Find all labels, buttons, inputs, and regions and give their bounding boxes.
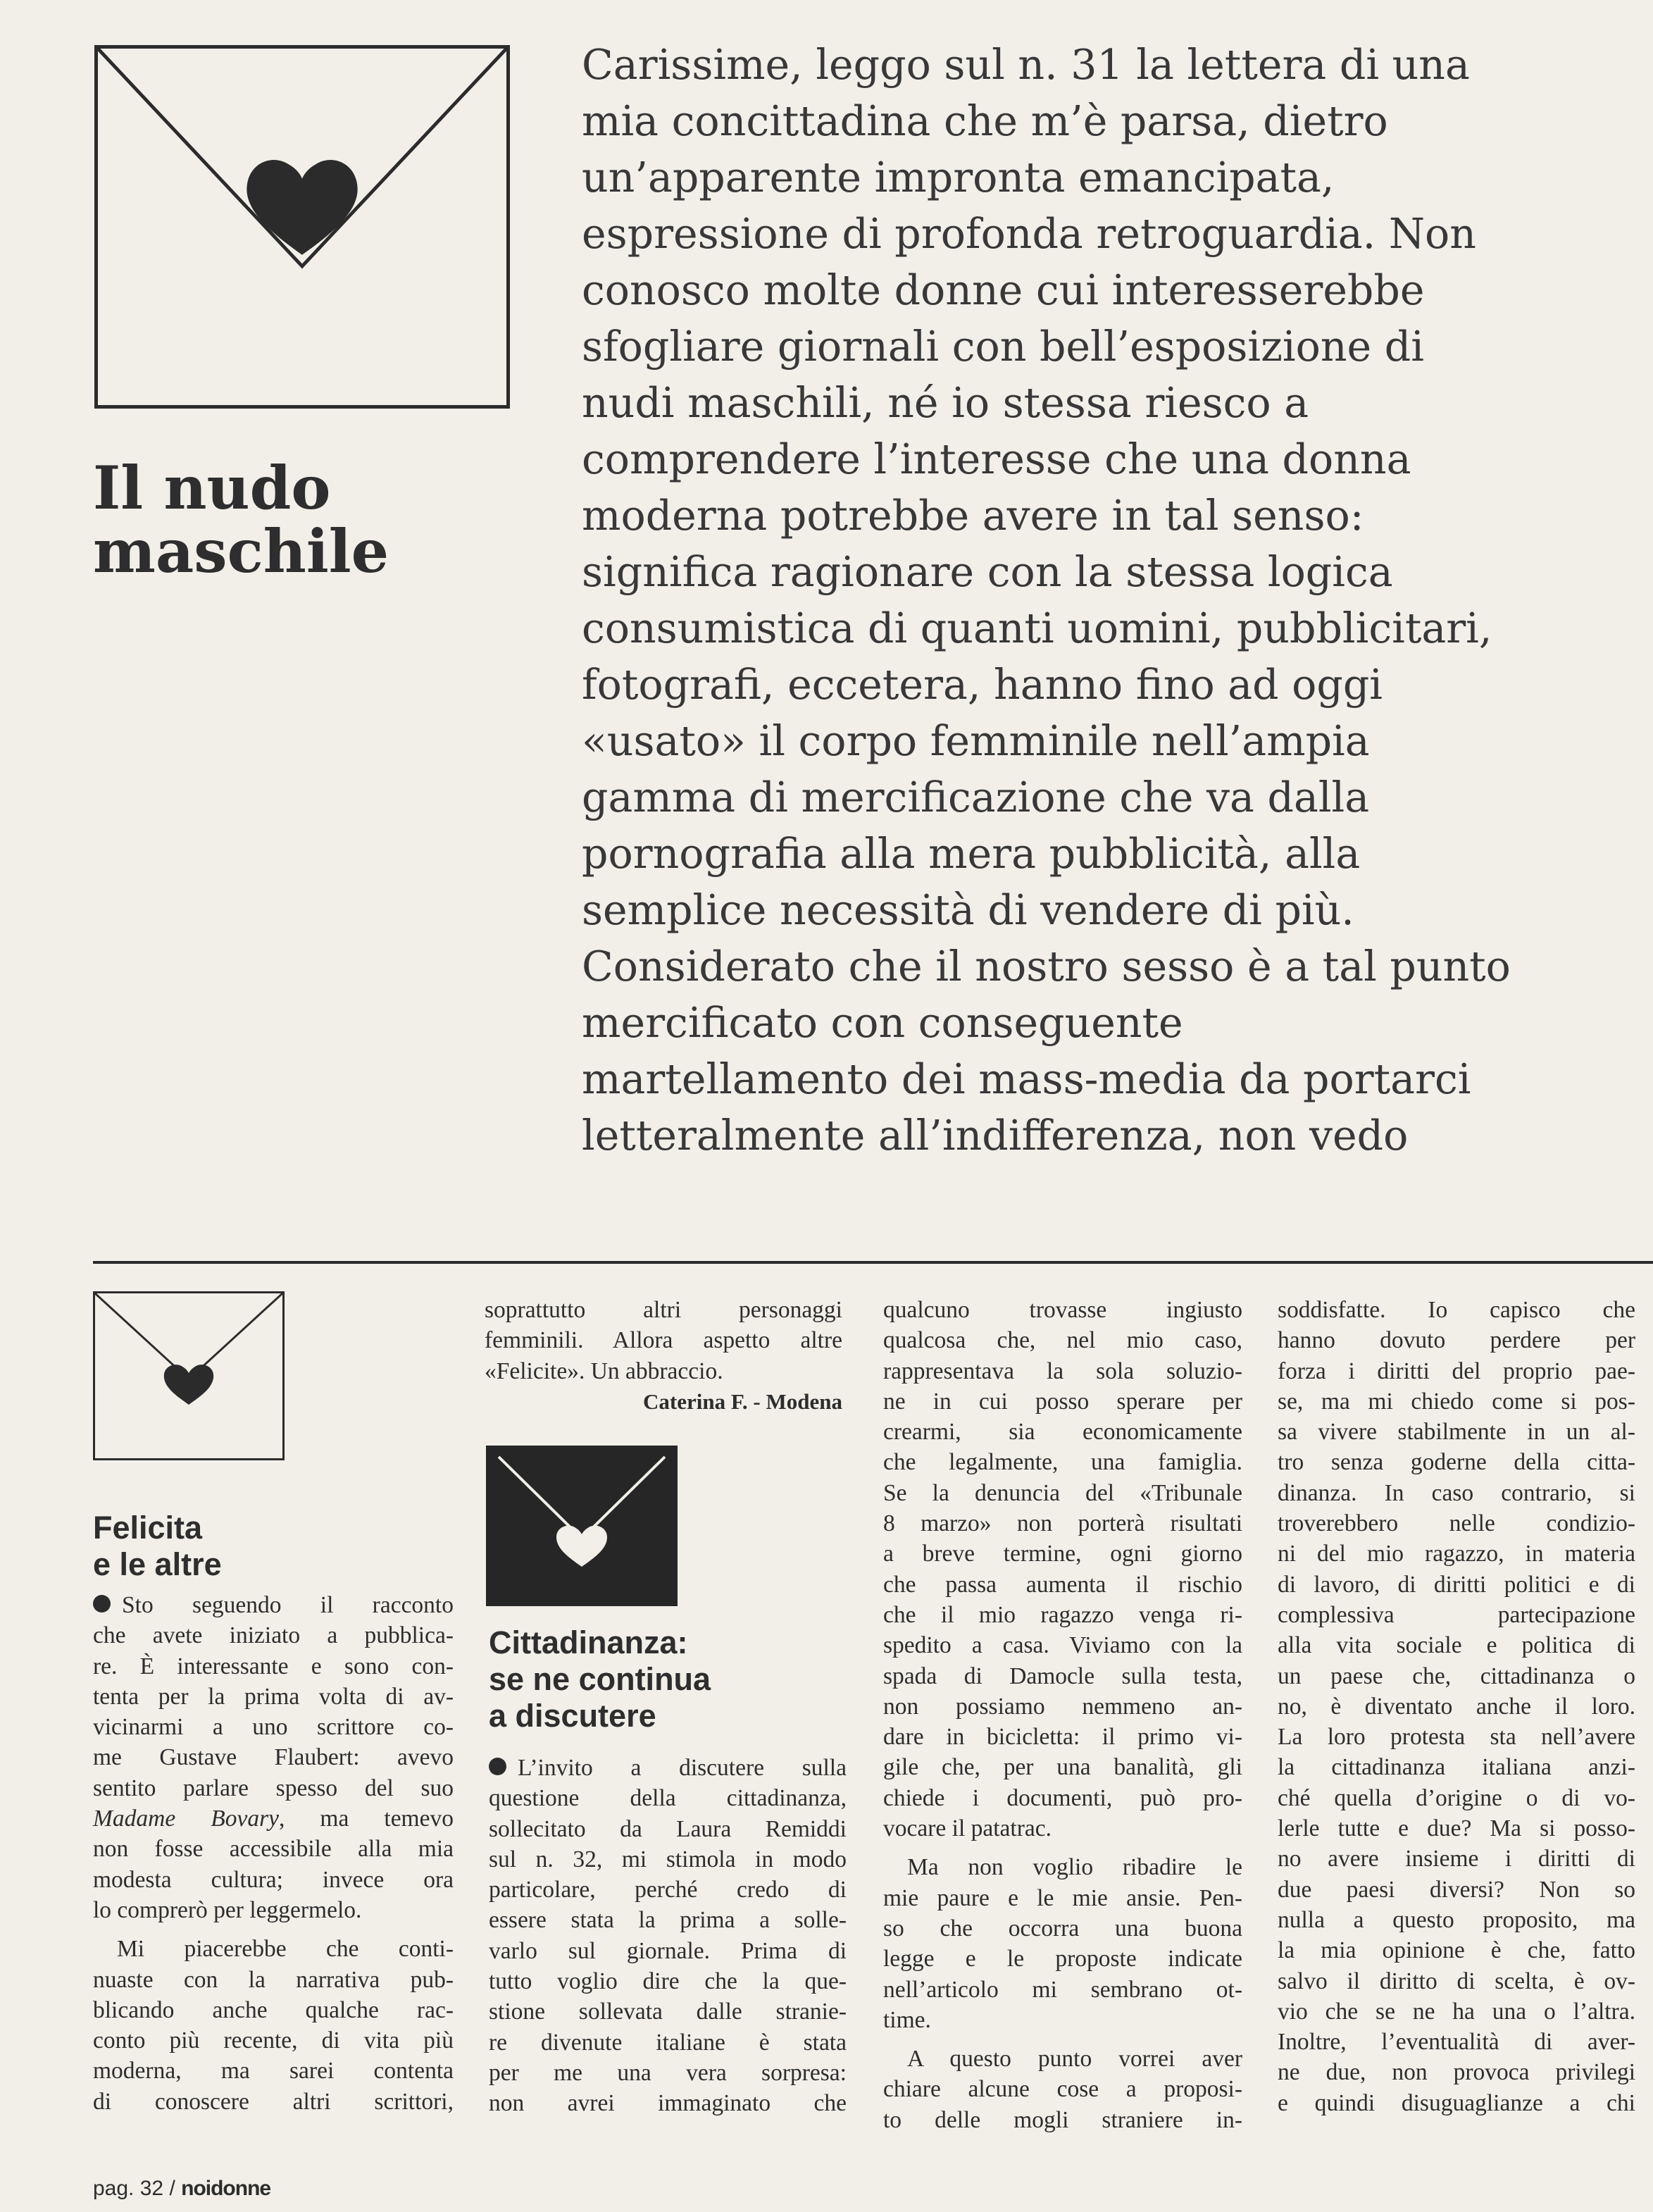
text-line: conosco molte donne cui interesserebbe [582, 266, 1425, 314]
envelope-heart-icon [93, 1291, 285, 1460]
text-line: chiare alcune cose a proposi- [883, 2076, 1242, 2103]
text-line: Sto seguendo il racconto [122, 1592, 454, 1618]
letter-signature: Caterina F. - Modena [643, 1388, 842, 1414]
text-line: time. [883, 2006, 931, 2033]
text-line: forza i diritti del proprio pae- [1278, 1357, 1635, 1384]
page-number: pag. 32 [93, 2177, 164, 2200]
text-line: e quindi disuguaglianze a chi [1278, 2089, 1635, 2116]
title-line: Cittadinanza: [489, 1624, 688, 1660]
text-line: no avere insieme i diritti di [1278, 1846, 1635, 1872]
text-line: sfogliare giornali con bell’esposizione di [582, 323, 1424, 371]
text-line: «Felicite». Un abbraccio. [485, 1357, 723, 1384]
text-line: un paese che, cittadinanza o [1278, 1663, 1635, 1689]
text-line: mercificato con conseguente [582, 999, 1183, 1047]
title-line: a discutere [489, 1698, 656, 1734]
text-line: alla vita sociale e politica di [1278, 1632, 1635, 1659]
text-line: significa ragionare con la stessa logica [582, 548, 1393, 596]
text-line: fotografi, eccetera, hanno fino ad oggi [582, 661, 1383, 709]
text-line: moderna potrebbe avere in tal senso: [582, 492, 1364, 540]
text-line: che il mio ragazzo venga ri- [883, 1601, 1242, 1628]
text-line: femminili. Allora aspetto altre [485, 1327, 842, 1354]
text-line: A questo punto vorrei aver [907, 2046, 1242, 2073]
text-line: chiede i documenti, può pro- [883, 1784, 1242, 1811]
felicita-continuation [485, 1295, 842, 1417]
text-line: gile che, per una banalità, gli [883, 1754, 1242, 1781]
text-line: ché quella d’origine o di vo- [1278, 1784, 1635, 1811]
text-line: to delle mogli straniere in- [883, 2106, 1242, 2133]
text-line: L’invito a discutere sulla [518, 1755, 847, 1781]
text-line: Inoltre, l’eventualità di aver- [1278, 2029, 1635, 2056]
text-line: per me una vera sorpresa: [489, 2059, 847, 2086]
envelope-heart-icon [94, 45, 510, 409]
title-line: Felicita [93, 1510, 203, 1546]
text-line: la mia opinione è che, fatto [1278, 1937, 1635, 1964]
text-line: legge e le proposte indicate [883, 1946, 1242, 1972]
text-line: rappresentava la sola soluzio- [883, 1357, 1242, 1384]
text-line: ni del mio ragazzo, in materia [1278, 1541, 1635, 1567]
text-line: Considerato che il nostro sesso è a tal punto [582, 943, 1511, 990]
text-line: no, è diventato anche il loro. [1278, 1693, 1635, 1720]
text-line: non possiamo nemmeno an- [883, 1693, 1242, 1720]
text-line: dare in bicicletta: il primo vi- [883, 1724, 1242, 1751]
text-line: nudi maschili, né io stessa riesco a [582, 379, 1309, 427]
envelope-heart-icon [486, 1446, 678, 1606]
text-line: troverebbero nelle condizio- [1278, 1510, 1635, 1537]
text-line: soprattutto altri personaggi [485, 1297, 842, 1323]
text-line: che passa aumenta il rischio [883, 1571, 1242, 1598]
text-line: non avrei immaginato che [489, 2090, 847, 2117]
text-line: vicinarmi a uno scrittore co- [93, 1714, 454, 1741]
text-line: Ma non voglio ribadire le [907, 1854, 1242, 1881]
bullet-icon [489, 1758, 506, 1775]
text-line: sollecitato da Laura Remiddi [489, 1815, 847, 1842]
text-line: non fosse accessibile alla mia [93, 1836, 454, 1863]
text-line: ne in cui posso sperare per [883, 1388, 1242, 1415]
footer-separator: / [169, 2177, 175, 2200]
text-line: complessiva partecipazione [1278, 1601, 1635, 1628]
text-line: conto più recente, di vita più [93, 2027, 454, 2054]
text-line: qualcuno trovasse ingiusto [883, 1297, 1242, 1323]
text-line [93, 1803, 454, 1834]
bullet-icon [93, 1595, 111, 1613]
text-line: spada di Damocle sulla testa, [883, 1663, 1242, 1689]
cittadinanza-column-4 [1278, 1295, 1635, 2118]
title-line: maschile [93, 516, 389, 586]
text-line: mie paure e le mie ansie. Pen- [883, 1884, 1242, 1911]
text-line: Se la denuncia del «Tribunale [883, 1479, 1242, 1506]
text-line: lerle tutte e due? Ma si posso- [1278, 1815, 1635, 1842]
text-line: sentito parlare spesso del suo [93, 1775, 454, 1801]
text-line: essere stata la prima a solle- [489, 1907, 847, 1934]
text-line: a breve termine, ogni giorno [883, 1541, 1242, 1567]
text-line: martellamento dei mass-media da portarci [582, 1055, 1471, 1103]
text-line: «usato» il corpo femminile nell’ampia [582, 717, 1370, 765]
main-letter-text [582, 37, 1638, 1164]
text-line: gamma di mercificazione che va dalla [582, 773, 1370, 821]
text-line: espressione di profonda retroguardia. Non [582, 210, 1476, 258]
text-line: questione della cittadinanza, [489, 1785, 847, 1812]
text-line: salvo il diritto di scelta, è ov- [1278, 1968, 1635, 1994]
text-line: soddisfatte. Io capisco che [1278, 1297, 1635, 1323]
text-line: sul n. 32, mi stimola in modo [489, 1846, 847, 1872]
text-line: hanno dovuto perdere per [1278, 1327, 1635, 1354]
text-line: letteralmente all’indifferenza, non vedo [582, 1112, 1409, 1160]
text-line: mia concittadina che m’è parsa, dietro [582, 97, 1388, 145]
section-title [93, 1510, 454, 1583]
text-line: Carissime, leggo sul n. 31 la lettera di una [582, 41, 1470, 89]
text-line: tenta per la prima volta di av- [93, 1683, 454, 1710]
text-line: la cittadinanza italiana anzi- [1278, 1754, 1635, 1781]
text-line: consumistica di quanti uomini, pubblicitari, [582, 604, 1492, 652]
text-line: vio che se ne ha una o l’altra. [1278, 1998, 1635, 2025]
text-line: 8 marzo» non porterà risultati [883, 1510, 1242, 1537]
text-line: nulla a questo proposito, ma [1278, 1906, 1635, 1933]
cittadinanza-body [489, 1753, 847, 2119]
text-line: lo comprerò per leggermelo. [93, 1896, 362, 1923]
text-line: di lavoro, di diritti politici e di [1278, 1571, 1635, 1598]
text-line: tro senza goderne della citta- [1278, 1449, 1635, 1476]
section-divider [93, 1261, 1653, 1264]
text-line: se, ma mi chiedo come si pos- [1278, 1388, 1635, 1415]
title-line: e le altre [93, 1546, 222, 1582]
section-title [489, 1624, 847, 1734]
felicita-body [93, 1590, 454, 2117]
felicita-section [93, 1510, 454, 2117]
text-line: me Gustave Flaubert: avevo [93, 1744, 454, 1771]
text-fragment: , ma temevo [279, 1806, 454, 1832]
text-line: crearmi, sia economicamente [883, 1419, 1242, 1446]
page-footer [93, 2177, 270, 2201]
text-line: moderna, ma sarei contenta [93, 2058, 454, 2084]
text-line: particolare, perché credo di [489, 1877, 847, 1903]
text-line: due paesi diversi? Non so [1278, 1876, 1635, 1903]
title-line: se ne continua [489, 1661, 711, 1697]
cittadinanza-section [489, 1624, 847, 2119]
text-line: che legalmente, una famiglia. [883, 1449, 1242, 1476]
text-line: varlo sul giornale. Prima di [489, 1937, 847, 1964]
text-line: tutto voglio dire che la que- [489, 1968, 847, 1995]
text-line: so che occorra una buona [883, 1915, 1242, 1941]
text-line: un’apparente impronta emancipata, [582, 154, 1335, 201]
text-line: di conoscere altri scrittori, [93, 2088, 454, 2115]
text-line: che avete iniziato a pubblica- [93, 1622, 454, 1649]
magazine-name: noidonne [181, 2177, 271, 2200]
text-line: nell’articolo mi sembrano ot- [883, 1976, 1242, 2003]
text-line: pornografia alla mera pubblicità, alla [582, 830, 1361, 878]
text-line: dinanza. In caso contrario, si [1278, 1479, 1635, 1506]
text-line: comprendere l’interesse che una donna [582, 435, 1411, 483]
title-line: Il nudo [93, 453, 331, 523]
text-line: Mi piacerebbe che conti- [117, 1936, 454, 1963]
text-line: La loro protesta sta nell’avere [1278, 1724, 1635, 1751]
text-line: re divenute italiane è stata [489, 2029, 847, 2056]
text-line: nuaste con la narrativa pub- [93, 1966, 454, 1993]
text-line: re. È interessante e sono con- [93, 1653, 454, 1679]
page-title [93, 453, 389, 586]
text-line: sa vivere stabilmente in un al- [1278, 1419, 1635, 1446]
text-line: vocare il patatrac. [883, 1815, 1052, 1842]
text-line: qualcosa che, nel mio caso, [883, 1327, 1242, 1354]
text-line: spedito a casa. Viviamo con la [883, 1632, 1242, 1659]
text-line: semplice necessità di vendere di più. [582, 886, 1354, 934]
text-line: ne due, non provoca privilegi [1278, 2059, 1635, 2086]
text-line: blicando anche qualche rac- [93, 1996, 454, 2023]
book-title: Madame Bovary [93, 1806, 279, 1832]
cittadinanza-column-3 [883, 1295, 1242, 2135]
text-line: stione sollevata dalle stranie- [489, 1999, 847, 2025]
text-line: modesta cultura; invece ora [93, 1866, 454, 1893]
